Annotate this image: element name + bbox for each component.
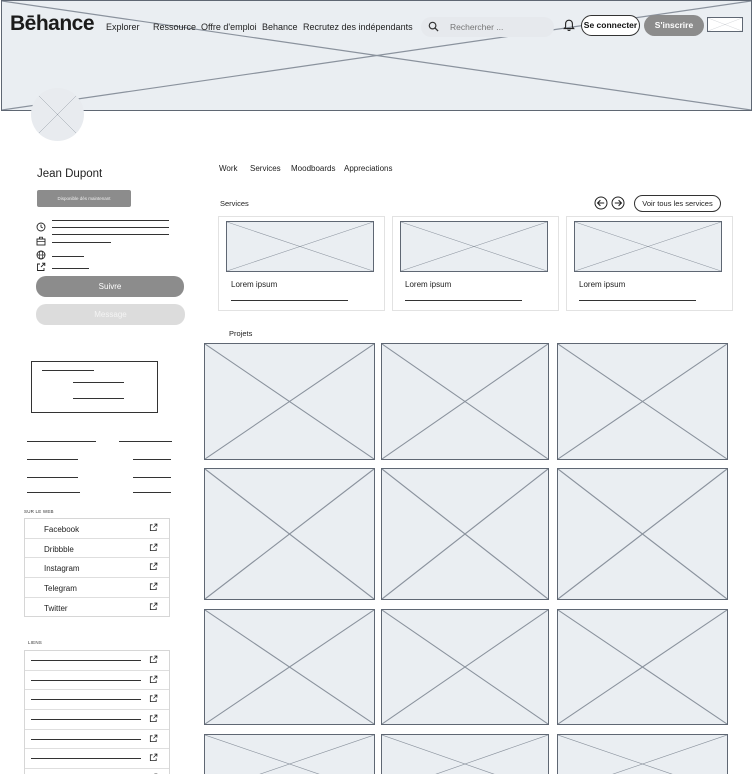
- external-link-icon[interactable]: [149, 582, 158, 591]
- avatar[interactable]: [31, 88, 84, 141]
- login-button[interactable]: Se connecter: [581, 15, 640, 36]
- services-section-title: Services: [220, 199, 249, 208]
- behance-logo[interactable]: Bēhance: [10, 12, 95, 35]
- web-link-instagram[interactable]: [25, 558, 169, 578]
- link-row[interactable]: [25, 651, 169, 671]
- card-text-line: [73, 398, 124, 399]
- search-input[interactable]: [450, 18, 550, 36]
- external-link-icon[interactable]: [149, 602, 158, 611]
- stat-value-line: [133, 477, 171, 478]
- nav-hire-freelancers[interactable]: Recrutez des indépendants: [303, 22, 413, 32]
- stat-label-line: [27, 459, 78, 460]
- service-card[interactable]: [218, 216, 385, 311]
- external-link-icon[interactable]: [149, 675, 158, 684]
- external-link-icon[interactable]: [149, 543, 158, 552]
- link-row[interactable]: [25, 690, 169, 710]
- link-row[interactable]: [25, 730, 169, 750]
- service-image-placeholder: [226, 221, 374, 272]
- link-text-line: [31, 699, 141, 700]
- project-thumbnail[interactable]: [204, 468, 375, 600]
- stat-label-line: [27, 441, 96, 442]
- follow-button[interactable]: Suivre: [36, 276, 184, 297]
- project-thumbnail[interactable]: [557, 468, 728, 600]
- project-thumbnail[interactable]: [381, 609, 549, 725]
- external-link-icon[interactable]: [149, 714, 158, 723]
- external-link-icon[interactable]: [149, 523, 158, 532]
- service-title: Lorem ipsum: [231, 280, 278, 289]
- link-text-line: [31, 680, 141, 681]
- nav-explorer[interactable]: Explorer: [106, 22, 140, 32]
- tab-work[interactable]: Work: [219, 164, 238, 173]
- web-link-facebook[interactable]: [25, 519, 169, 539]
- service-image-placeholder: [400, 221, 548, 272]
- availability-badge: Disponible dès maintenant: [37, 190, 131, 207]
- stat-label-line: [27, 477, 78, 478]
- service-card[interactable]: [566, 216, 733, 311]
- web-section-title: SUR LE WEB: [24, 509, 54, 514]
- project-thumbnail[interactable]: [381, 343, 549, 460]
- clock-icon: [36, 222, 46, 232]
- briefcase-icon: [36, 236, 46, 246]
- web-link-label: Dribbble: [44, 544, 74, 554]
- project-thumbnail[interactable]: [557, 343, 728, 460]
- web-link-telegram[interactable]: [25, 578, 169, 598]
- service-text-line: [231, 300, 348, 301]
- service-title: Lorem ipsum: [405, 280, 452, 289]
- stat-value-line: [119, 441, 172, 442]
- see-all-services-button[interactable]: Voir tous les services: [634, 195, 721, 212]
- external-link-icon[interactable]: [149, 694, 158, 703]
- bell-icon[interactable]: [563, 19, 575, 32]
- info-text-line: [52, 227, 169, 228]
- links-list: [24, 650, 170, 774]
- link-row[interactable]: [25, 710, 169, 730]
- project-thumbnail[interactable]: [381, 734, 549, 774]
- link-text-line: [31, 660, 141, 661]
- service-title: Lorem ipsum: [579, 280, 626, 289]
- card-text-line: [73, 382, 124, 383]
- project-thumbnail[interactable]: [204, 343, 375, 460]
- external-link-icon[interactable]: [149, 734, 158, 743]
- info-text-line: [52, 256, 84, 257]
- external-link-icon[interactable]: [149, 655, 158, 664]
- service-image-placeholder: [574, 221, 722, 272]
- info-text-line: [52, 220, 169, 221]
- arrow-right-icon[interactable]: [611, 196, 625, 210]
- search-icon[interactable]: [428, 21, 439, 32]
- info-text-line: [52, 268, 89, 269]
- tab-moodboards[interactable]: Moodboards: [291, 164, 336, 173]
- link-row[interactable]: [25, 769, 169, 774]
- arrow-left-icon[interactable]: [594, 196, 608, 210]
- service-text-line: [405, 300, 522, 301]
- link-row[interactable]: [25, 749, 169, 769]
- cover-banner-image: [1, 0, 752, 111]
- globe-icon: [36, 250, 46, 260]
- web-link-label: Twitter: [44, 603, 68, 613]
- link-text-line: [31, 719, 141, 720]
- project-thumbnail[interactable]: [557, 734, 728, 774]
- stat-label-line: [27, 492, 80, 493]
- project-thumbnail[interactable]: [381, 468, 549, 600]
- link-text-line: [31, 758, 141, 759]
- info-text-line: [52, 242, 111, 243]
- info-card: [31, 361, 158, 413]
- web-link-label: Telegram: [44, 584, 77, 594]
- web-link-twitter[interactable]: [25, 598, 169, 618]
- web-link-label: Instagram: [44, 564, 80, 574]
- stat-value-line: [133, 492, 171, 493]
- card-text-line: [42, 370, 94, 371]
- link-text-line: [31, 739, 141, 740]
- web-link-label: Facebook: [44, 525, 80, 534]
- web-link-dribbble[interactable]: [25, 539, 169, 559]
- project-thumbnail[interactable]: [204, 734, 375, 774]
- project-thumbnail[interactable]: [204, 609, 375, 725]
- project-thumbnail[interactable]: [557, 609, 728, 725]
- nav-ressource[interactable]: Ressource: [153, 22, 197, 32]
- info-text-line: [52, 234, 169, 235]
- stat-value-line: [133, 459, 171, 460]
- signup-button[interactable]: S'inscrire: [644, 15, 704, 36]
- nav-job-offers[interactable]: Offre d'emploi: [201, 22, 257, 32]
- external-link-icon[interactable]: [149, 753, 158, 762]
- external-link-icon: [36, 262, 46, 272]
- links-section-title: LIENS: [28, 640, 43, 645]
- service-card[interactable]: [392, 216, 559, 311]
- tab-services[interactable]: Services: [250, 164, 281, 173]
- tab-appreciations[interactable]: Appreciations: [344, 164, 393, 173]
- profile-name: Jean Dupont: [37, 168, 103, 180]
- service-text-line: [579, 300, 696, 301]
- message-button[interactable]: Message: [36, 304, 185, 325]
- link-row[interactable]: [25, 671, 169, 691]
- projects-section-title: Projets: [229, 329, 253, 338]
- external-link-icon[interactable]: [149, 562, 158, 571]
- nav-behance[interactable]: Behance: [262, 22, 298, 32]
- web-links-list: [24, 518, 170, 617]
- menu-image-placeholder[interactable]: [707, 17, 743, 32]
